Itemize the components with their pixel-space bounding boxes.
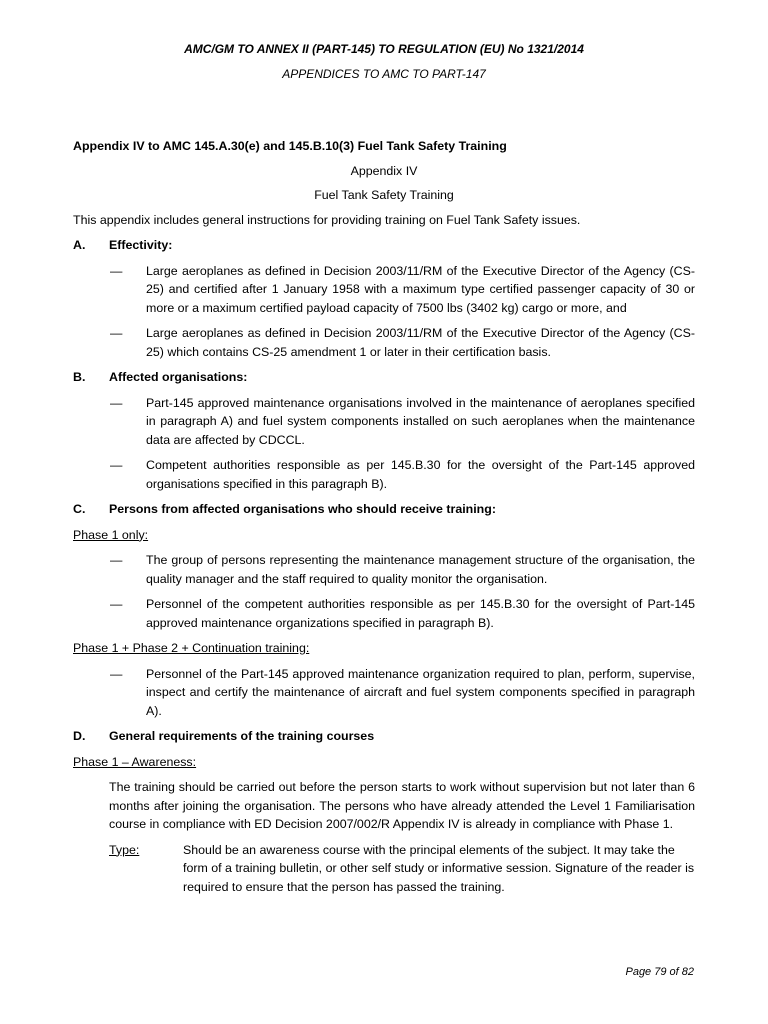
phase-1-label: Phase 1 only: (73, 527, 149, 542)
section-letter: D. (73, 729, 86, 743)
type-label: Type: (109, 842, 140, 857)
list-item-text: Part-145 approved maintenance organisations involved in the maintenance of aeroplanes specified in paragraph A) and fuel system components installed on such aeroplanes when the maintenance data are affected by CDCCL. (146, 395, 695, 447)
section-letter: C. (73, 502, 86, 516)
type-row (109, 841, 695, 897)
section-letter: B. (73, 370, 86, 384)
list-item-text: Competent authorities responsible as per 145.B.30 for the oversight of the Part-145 approved organisations specified in this paragraph B). (146, 458, 695, 491)
dash-bullet: — (110, 553, 123, 567)
section-c-heading (73, 500, 695, 519)
list-item (73, 665, 695, 721)
section-title: General requirements of the training courses (109, 729, 375, 743)
section-a-heading (73, 236, 695, 255)
appendix-title: Appendix IV to AMC 145.A.30(e) and 145.B.10(3) Fuel Tank Safety Training (73, 139, 507, 153)
appendix-subtitle-name: Fuel Tank Safety Training (314, 188, 454, 202)
list-item-text: Personnel of the competent authorities responsible as per 145.B.30 for the oversight of Part-145 approved maintenance organizations specified in paragraph B). (146, 597, 695, 630)
section-b-heading (73, 368, 695, 387)
page-number: Page 79 of 82 (625, 966, 694, 978)
list-item-text: Large aeroplanes as defined in Decision 2003/11/RM of the Executive Director of the Agency (CS-25) and certified after 1 January 1958 with a maximum type certified passenger capacity of 30 or more or a maximum certified payload capacity of 7500 lbs (3402 kg) cargo or more, and (146, 263, 695, 315)
dash-bullet: — (110, 666, 123, 681)
header-regulation: AMC/GM TO ANNEX II (PART-145) TO REGULATION (EU) No 1321/2014 (184, 42, 584, 56)
dash-bullet: — (110, 597, 123, 611)
section-title: Effectivity: (109, 238, 173, 252)
list-item (73, 394, 695, 450)
list-item (73, 324, 695, 361)
dash-bullet: — (110, 326, 123, 340)
list-item (73, 551, 695, 588)
appendix-subtitle: Appendix IV (350, 163, 418, 178)
list-item (73, 262, 695, 318)
dash-bullet: — (110, 458, 123, 472)
dash-bullet: — (110, 395, 123, 410)
dash-bullet: — (110, 263, 123, 278)
header-appendices: APPENDICES TO AMC TO PART-147 (282, 67, 486, 81)
phase-1-2-continuation-label: Phase 1 + Phase 2 + Continuation training: (73, 641, 310, 655)
section-title: Persons from affected organisations who should receive training: (109, 502, 496, 516)
section-d-heading (73, 727, 695, 746)
list-item (73, 456, 695, 493)
list-item (73, 595, 695, 632)
type-description: Should be an awareness course with the principal elements of the subject. It may take the form of a training bulletin, or other self study or informative session. Signature of the reader is required to ensure that the person has passed the training. (183, 842, 695, 894)
section-letter: A. (73, 238, 86, 252)
document-body (73, 137, 695, 896)
intro-paragraph: This appendix includes general instructions for providing training on Fuel Tank Safety issues. (73, 212, 581, 227)
list-item-text: Personnel of the Part-145 approved maintenance organization required to plan, perform, supervise, inspect and certify the maintenance of aircraft and fuel system components specified in paragraph A). (146, 666, 695, 718)
awareness-paragraph: The training should be carried out before the person starts to work without supervision but not later than 6 months after joining the organisation. The persons who have already attended the Level 1 Familiarisation course in compliance with ED Decision 2007/002/R Appendix IV is already in compliance with Phase 1. (109, 780, 695, 831)
list-item-text: Large aeroplanes as defined in Decision 2003/11/RM of the Executive Director of the Agency (CS-25) which contains CS-25 amendment 1 or later in their certification basis. (146, 326, 695, 359)
list-item-text: The group of persons representing the maintenance management structure of the organisation, the quality manager and the staff required to quality monitor the organisation. (146, 553, 695, 586)
phase-1-awareness-label: Phase 1 – Awareness: (73, 754, 197, 769)
section-title: Affected organisations: (109, 370, 248, 384)
